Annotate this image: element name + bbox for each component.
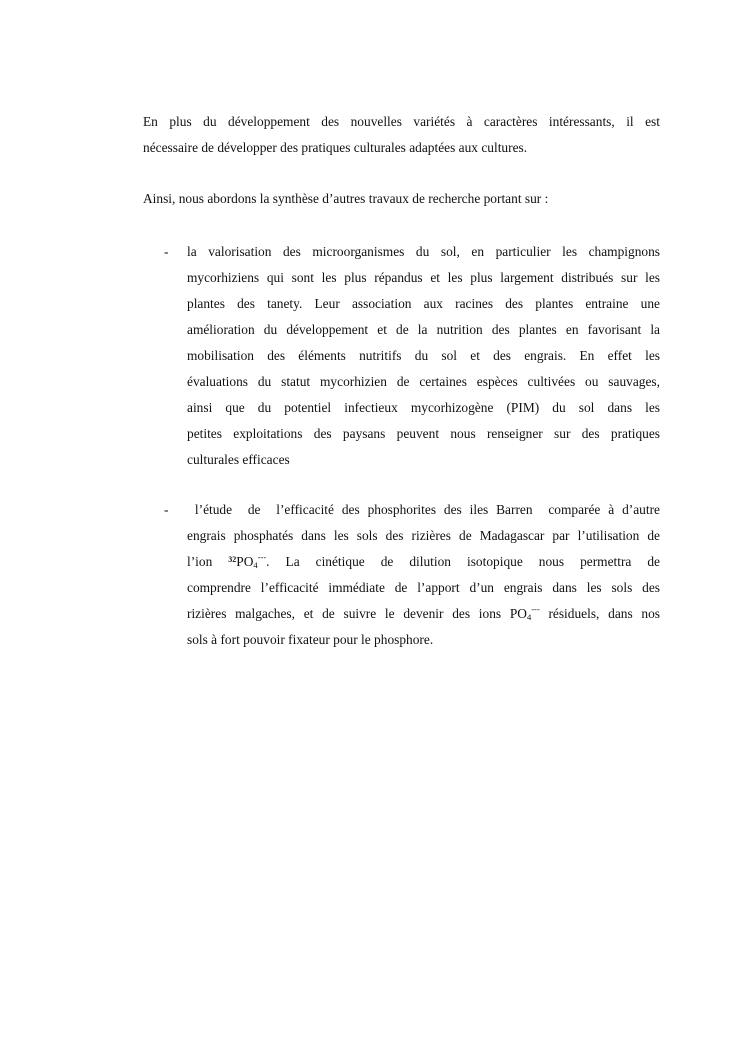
bullet-2-text bbox=[187, 497, 660, 653]
isotope-number: 32 bbox=[228, 555, 237, 564]
bullet-1-line-7: ainsi que du potentiel infectieux mycorhizogène (PIM) du sol dans les bbox=[187, 400, 660, 415]
bullet-1-dash: - bbox=[164, 244, 169, 259]
lead-line: Ainsi, nous abordons la synthèse d’autres travaux de recherche portant sur : bbox=[143, 191, 549, 206]
bullet-1-line-8: petites exploitations des paysans peuvent nous renseigner sur des pratiques bbox=[187, 426, 660, 441]
lead-paragraph bbox=[143, 186, 660, 212]
bullet-1-line-9: culturales efficaces bbox=[187, 452, 290, 467]
phosphate-subscript: 4 bbox=[253, 560, 258, 570]
bullet-1-line-2: mycorhiziens qui sont les plus répandus et les plus largement distribués sur les bbox=[187, 270, 660, 285]
bullet-1-line-5: mobilisation des éléments nutritifs du sol et des engrais. En effet les bbox=[187, 348, 660, 363]
bullet-2-line-1: l’étude de l’efficacité des phosphorites des iles Barren comparée à d’autre bbox=[187, 502, 660, 517]
bullet-2-line-6: sols à fort pouvoir fixateur pour le phosphore. bbox=[187, 632, 434, 647]
bullet-1-line-4: amélioration du développement et de la nutrition des plantes en favorisant la bbox=[187, 322, 660, 337]
ion-prefix-text: l’ion bbox=[187, 554, 229, 569]
bullet-2-line-2: engrais phosphatés dans les sols des rizières de Madagascar par l’utilisation de bbox=[187, 528, 660, 543]
ion-suffix-text: . La cinétique de dilution isotopique nous permettra de bbox=[266, 554, 660, 569]
residual-prefix-text: rizières malgaches, et de suivre le devenir des ions PO bbox=[187, 606, 527, 621]
phosphate-formula: PO bbox=[236, 554, 254, 569]
bullet-2-line-3 bbox=[187, 549, 660, 575]
bullet-1-text bbox=[187, 239, 660, 473]
bullet-2-dash: - bbox=[164, 502, 169, 517]
bullet-2-line-4: comprendre l’efficacité immédiate de l’apport d’un engrais dans les sols des bbox=[187, 580, 660, 595]
intro-line-1: En plus du développement des nouvelles variétés à caractères intéressants, il est bbox=[143, 114, 660, 129]
intro-line-2: nécessaire de développer des pratiques culturales adaptées aux cultures. bbox=[143, 140, 528, 155]
intro-paragraph bbox=[143, 109, 660, 161]
residual-charge: --- bbox=[531, 604, 540, 614]
bullet-2-line-5 bbox=[187, 601, 660, 627]
bullet-1-line-1: la valorisation des microorganismes du sol, en particulier les champignons bbox=[187, 244, 660, 259]
residual-subscript: 4 bbox=[526, 612, 532, 622]
bullet-1-line-6: évaluations du statut mycorhizien de certaines espèces cultivées ou sauvages, bbox=[187, 374, 660, 389]
bullet-1-line-3: plantes des tanety. Leur association aux racines des plantes entraine une bbox=[187, 296, 660, 311]
residual-suffix-text: résiduels, dans nos bbox=[539, 606, 661, 621]
phosphate-charge: --- bbox=[257, 552, 267, 562]
